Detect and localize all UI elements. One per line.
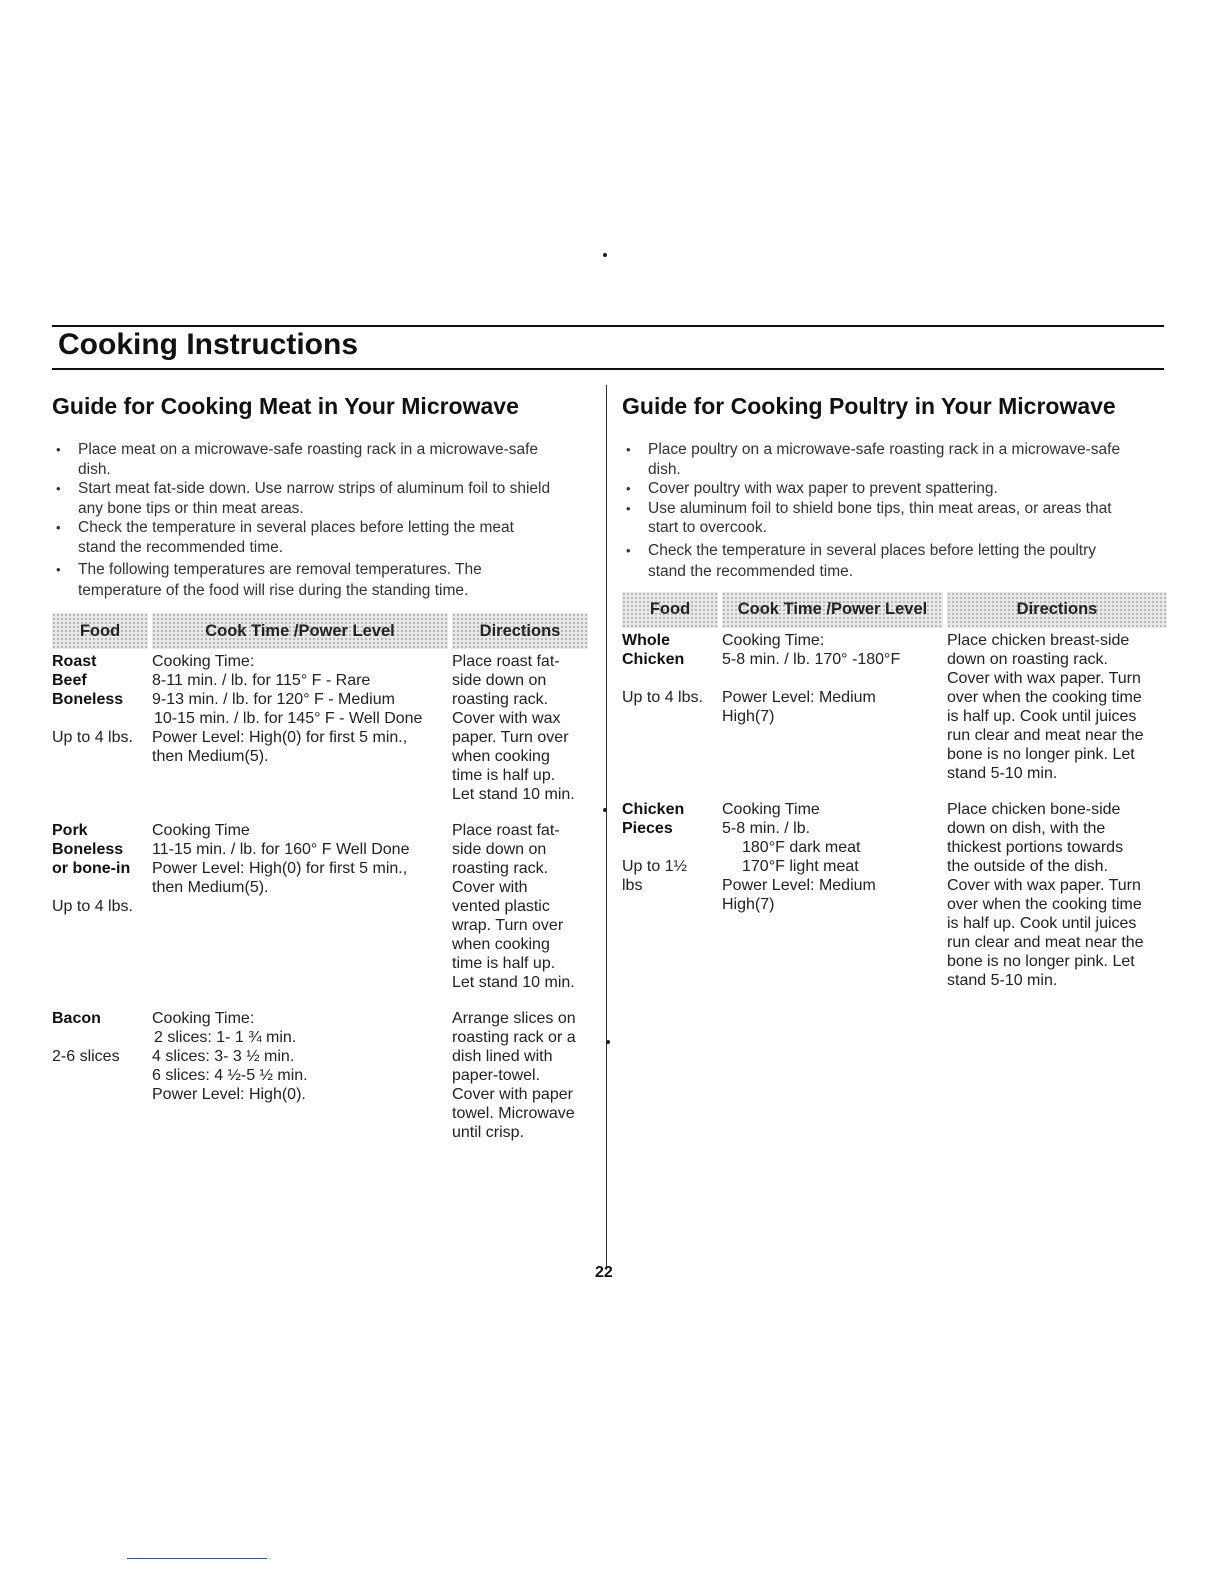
time-line: then Medium(5). [152,748,269,765]
bullet-line: • Cover poultry with wax paper to prevent spattering. [648,480,998,497]
bullet-line: • Use aluminum foil to shield bone tips, thin meat areas, or areas that [648,499,1112,517]
food-line: Chicken [622,650,685,668]
bullet-line: • Start meat fat-side down. Use narrow strips of aluminum foil to shield [78,480,551,497]
time-line: 6 slices: 4 ½-5 ½ min. [152,1067,308,1084]
direction-line: stand 5-10 min. [947,764,1058,782]
meat-table-header [52,613,592,649]
direction-line: Place chicken breast-side [947,631,1130,649]
direction-line: vented plastic [452,898,550,915]
bullet-line: • Place meat on a microwave-safe roasting rack in a microwave-safe [78,441,539,458]
food-line: Chicken [622,800,685,818]
time-line: Power Level: Medium [722,876,876,894]
poultry-section [622,393,1167,990]
direction-line: bone is no longer pink. Let [947,745,1135,763]
header-food: Food [52,613,148,649]
time-line: 9-13 min. / lb. for 120° F - Medium [152,691,395,708]
header-cook-time: Cook Time /Power Level [722,592,943,628]
direction-line: roasting rack. [452,691,549,708]
direction-line: run clear and meat near the [947,933,1144,951]
food-line: Pork [52,822,88,839]
direction-line: Cover with wax paper. Turn [947,876,1141,894]
food-line: lbs [622,876,643,894]
food-line: 2-6 slices [52,1048,120,1065]
header-top-rule [52,325,1164,327]
food-line: Whole [622,631,670,649]
poultry-section-title: Guide for Cooking Poultry in Your Microwave [622,393,1116,419]
time-line: 170°F light meat [742,857,859,875]
time-line: Power Level: High(0) for first 5 min., [152,860,408,877]
direction-line: towel. Microwave [452,1105,575,1122]
direction-line: Cover with wax paper. Turn [947,669,1141,687]
scan-dot [603,808,607,812]
direction-line: wrap. Turn over [452,917,564,934]
direction-line: Place roast fat- [452,822,560,839]
header-bottom-rule [52,368,1164,370]
bullet-line: dish. [648,460,681,478]
direction-line: Cover with paper [452,1086,573,1103]
meat-bullet-list [52,440,592,601]
time-line: Power Level: High(0). [152,1086,306,1103]
cook-time-cell [152,1009,452,1142]
time-line [722,669,947,688]
direction-line: dish lined with [452,1048,553,1065]
bullet-line: stand the recommended time. [648,562,854,580]
bullet-line: any bone tips or thin meat areas. [78,499,304,517]
poultry-bullet-list [622,440,1167,582]
meat-bullet [52,518,592,557]
header-directions: Directions [947,592,1167,628]
direction-line: thickest portions towards [947,838,1124,856]
poultry-table-body [622,631,1167,990]
food-line: Beef [52,672,87,689]
bullet-line: • Check the temperature in several places before letting the meat [78,519,514,536]
time-line: High(7) [722,895,775,913]
direction-line: paper. Turn over [452,729,569,746]
time-line: Cooking Time [722,800,820,818]
direction-line: over when the cooking time [947,895,1142,913]
time-line: 5-8 min. / lb. 170° -180°F [722,650,901,668]
food-line [622,838,722,857]
bullet-line: • The following temperatures are removal temperatures. The [78,561,482,578]
direction-line: time is half up. [452,767,556,784]
direction-line: side down on [452,672,547,689]
table-row [52,652,592,804]
food-line: Boneless [52,841,124,858]
direction-line: when cooking [452,936,550,953]
direction-line: Arrange slices on [452,1010,576,1027]
poultry-bullet [622,479,1167,499]
food-line [52,1028,152,1047]
bullet-line: dish. [78,460,111,478]
time-line: High(7) [722,707,775,725]
direction-line: down on roasting rack. [947,650,1108,668]
header-cook-time: Cook Time /Power Level [152,613,448,649]
time-line: 5-8 min. / lb. [722,819,811,837]
food-line: Up to 4 lbs. [52,898,133,915]
direction-line: stand 5-10 min. [947,971,1058,989]
table-row [52,821,592,992]
directions-cell [947,800,1162,990]
direction-line: over when the cooking time [947,688,1142,706]
time-line: then Medium(5). [152,879,269,896]
direction-line: Cover with wax [452,710,561,727]
cook-time-cell [722,800,947,990]
direction-line: bone is no longer pink. Let [947,952,1135,970]
direction-line: the outside of the dish. [947,857,1108,875]
meat-table-body [52,652,592,1142]
direction-line: run clear and meat near the [947,726,1144,744]
direction-line: roasting rack or a [452,1029,576,1046]
bullet-line: start to overcook. [648,519,767,536]
scan-dot [603,253,607,257]
food-cell [52,652,152,804]
food-line: or bone-in [52,860,131,877]
header-food: Food [622,592,718,628]
bullet-line: • Check the temperature in several places before letting the poultry [648,541,1097,559]
directions-cell [947,631,1162,783]
footer-line [127,1558,267,1559]
food-cell [622,631,722,783]
time-line: 8-11 min. / lb. for 115° F - Rare [152,672,371,689]
time-line: Power Level: High(0) for first 5 min., [152,729,408,746]
cook-time-cell [722,631,947,783]
direction-line: is half up. Cook until juices [947,707,1137,725]
food-line: Bacon [52,1010,101,1027]
direction-line: roasting rack. [452,860,549,877]
direction-line: down on dish, with the [947,819,1106,837]
scan-dot [606,1040,610,1044]
time-line: Cooking Time: [722,631,825,649]
time-line: 4 slices: 3- 3 ½ min. [152,1048,295,1065]
column-divider [606,385,607,1270]
table-row [52,1009,592,1142]
time-line: Cooking Time: [152,1010,255,1027]
food-cell [52,821,152,992]
table-row [622,800,1167,990]
direction-line: Let stand 10 min. [452,786,575,803]
time-line: Cooking Time [152,822,250,839]
food-line: Up to 1½ [622,857,687,875]
page-title: Cooking Instructions [58,328,358,361]
food-cell [52,1009,152,1142]
time-line: Cooking Time: [152,653,255,670]
direction-line: Place chicken bone-side [947,800,1121,818]
header-directions: Directions [452,613,588,649]
poultry-table-header [622,592,1167,628]
direction-line: side down on [452,841,547,858]
cook-time-cell [152,821,452,992]
bullet-line: stand the recommended time. [78,538,284,556]
bullet-line: • Place poultry on a microwave-safe roasting rack in a microwave-safe [648,441,1121,458]
food-line: Up to 4 lbs. [52,729,133,746]
direction-line: paper-towel. [452,1067,541,1084]
page-number: 22 [595,1264,613,1281]
poultry-table [622,592,1167,990]
meat-section [52,393,592,1142]
meat-bullet [52,440,592,479]
direction-line: Place roast fat- [452,653,560,670]
table-row [622,631,1167,783]
directions-cell [452,652,590,804]
time-line: 10-15 min. / lb. for 145° F - Well Done [154,710,423,727]
meat-bullet [52,559,592,601]
meat-table [52,613,592,1142]
poultry-bullet [622,499,1167,538]
food-line [52,709,152,728]
direction-line: until crisp. [452,1124,525,1141]
direction-line: Cover with [452,879,528,896]
bullet-line: temperature of the food will rise during the standing time. [78,582,469,599]
time-line: 180°F dark meat [742,838,861,856]
directions-cell [452,821,590,992]
cook-time-cell [152,652,452,804]
food-line: Boneless [52,691,124,708]
meat-bullet [52,479,592,518]
time-line: 2 slices: 1- 1 ¾ min. [154,1029,297,1046]
direction-line: time is half up. [452,955,556,972]
directions-cell [452,1009,590,1142]
direction-line: is half up. Cook until juices [947,914,1137,932]
direction-line: when cooking [452,748,550,765]
meat-section-title: Guide for Cooking Meat in Your Microwave [52,393,519,419]
poultry-bullet [622,440,1167,479]
time-line: 11-15 min. / lb. for 160° F Well Done [152,841,410,858]
poultry-bullet [622,540,1167,582]
food-line: Up to 4 lbs. [622,688,703,706]
time-line: Power Level: Medium [722,688,876,706]
food-line: Pieces [622,819,673,837]
food-line [622,669,722,688]
food-cell [622,800,722,990]
direction-line: Let stand 10 min. [452,974,575,991]
food-line: Roast [52,653,97,670]
food-line [52,878,152,897]
